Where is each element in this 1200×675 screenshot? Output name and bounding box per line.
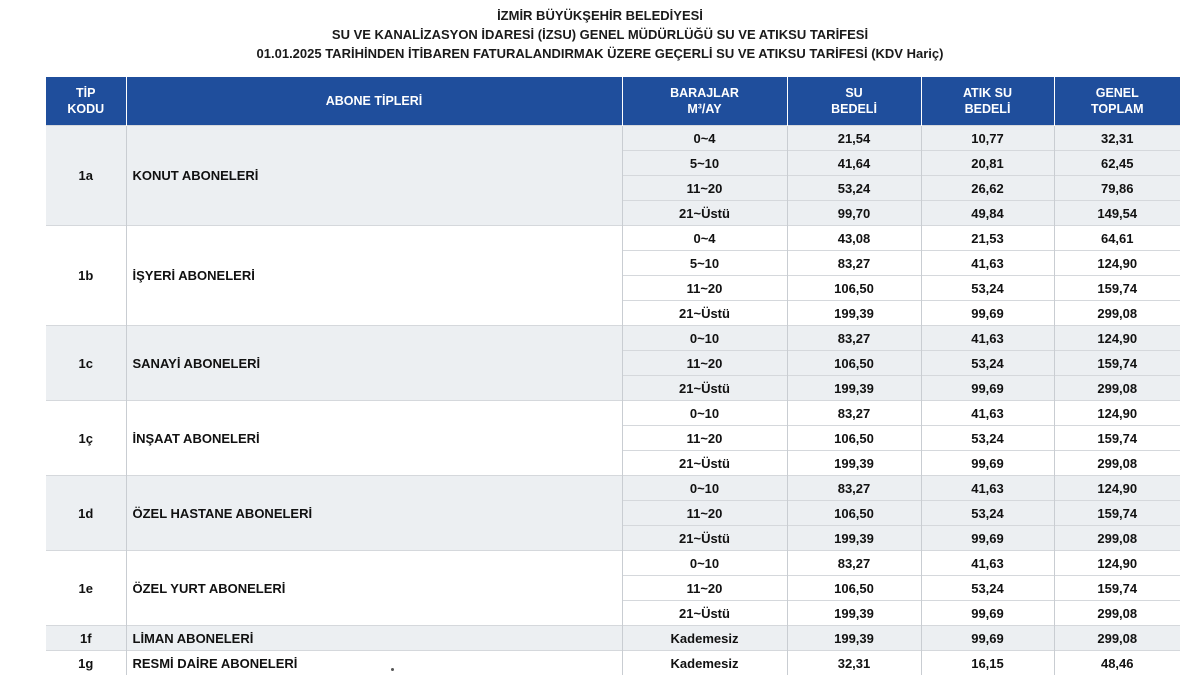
wastewater-fee: 41,63: [921, 326, 1054, 351]
water-fee: 83,27: [787, 251, 921, 276]
wastewater-fee: 99,69: [921, 526, 1054, 551]
wastewater-fee: 53,24: [921, 426, 1054, 451]
wastewater-fee: 49,84: [921, 201, 1054, 226]
consumption-range: 11~20: [622, 576, 787, 601]
consumption-range: 21~Üstü: [622, 376, 787, 401]
wastewater-fee: 41,63: [921, 401, 1054, 426]
total-fee: 299,08: [1054, 451, 1180, 476]
total-fee: 79,86: [1054, 176, 1180, 201]
subscriber-type: ÖZEL YURT ABONELERİ: [126, 551, 622, 626]
consumption-range: 11~20: [622, 426, 787, 451]
wastewater-fee: 53,24: [921, 576, 1054, 601]
total-fee: 62,45: [1054, 151, 1180, 176]
consumption-range: 11~20: [622, 276, 787, 301]
table-row: [46, 626, 1180, 651]
type-code: 1d: [46, 476, 126, 551]
tariff-table: [46, 77, 1180, 675]
wastewater-fee: 16,15: [921, 651, 1054, 675]
wastewater-fee: 21,53: [921, 226, 1054, 251]
consumption-range: 11~20: [622, 176, 787, 201]
wastewater-fee: 99,69: [921, 301, 1054, 326]
water-fee: 83,27: [787, 326, 921, 351]
water-fee: 199,39: [787, 526, 921, 551]
consumption-range: Kademesiz: [622, 651, 787, 675]
subscriber-type: KONUT ABONELERİ: [126, 126, 622, 226]
total-fee: 48,46: [1054, 651, 1180, 675]
type-code: 1b: [46, 226, 126, 326]
subscriber-type: LİMAN ABONELERİ: [126, 626, 622, 651]
type-code: 1ç: [46, 401, 126, 476]
table-row: [46, 126, 1180, 151]
consumption-range: 5~10: [622, 151, 787, 176]
subscriber-type: SANAYİ ABONELERİ: [126, 326, 622, 401]
total-fee: 299,08: [1054, 526, 1180, 551]
wastewater-fee: 99,69: [921, 451, 1054, 476]
col-header-wastewater-fee: ATIK SU BEDELİ: [921, 77, 1054, 126]
consumption-range: 21~Üstü: [622, 201, 787, 226]
water-fee: 106,50: [787, 276, 921, 301]
col-header-water-fee: SU BEDELİ: [787, 77, 921, 126]
wastewater-fee: 99,69: [921, 626, 1054, 651]
total-fee: 124,90: [1054, 251, 1180, 276]
water-fee: 53,24: [787, 176, 921, 201]
table-row: [46, 551, 1180, 576]
subscriber-type: RESMİ DAİRE ABONELERİ: [126, 651, 622, 675]
consumption-range: 21~Üstü: [622, 451, 787, 476]
wastewater-fee: 53,24: [921, 276, 1054, 301]
consumption-range: 0~4: [622, 126, 787, 151]
title-line-1: İZMİR BÜYÜKŞEHİR BELEDİYESİ: [497, 8, 703, 23]
title-line-2: SU VE KANALİZASYON İDARESİ (İZSU) GENEL MÜDÜRLÜĞÜ SU VE ATIKSU TARİFESİ: [331, 27, 869, 42]
type-code: 1f: [46, 626, 126, 651]
total-fee: 159,74: [1054, 351, 1180, 376]
wastewater-fee: 26,62: [921, 176, 1054, 201]
water-fee: 106,50: [787, 576, 921, 601]
water-fee: 199,39: [787, 626, 921, 651]
type-code: 1g: [46, 651, 126, 675]
type-code: 1a: [46, 126, 126, 226]
type-code: 1c: [46, 326, 126, 401]
wastewater-fee: 20,81: [921, 151, 1054, 176]
title-line-3: 01.01.2025 TARİHİNDEN İTİBAREN FATURALANDIRMAK ÜZERE GEÇERLİ SU VE ATIKSU TARİFESİ (KDV Hariç): [256, 46, 944, 61]
total-fee: 299,08: [1054, 626, 1180, 651]
wastewater-fee: 99,69: [921, 601, 1054, 626]
total-fee: 299,08: [1054, 601, 1180, 626]
wastewater-fee: 41,63: [921, 251, 1054, 276]
wastewater-fee: 41,63: [921, 551, 1054, 576]
consumption-range: Kademesiz: [622, 626, 787, 651]
consumption-range: 21~Üstü: [622, 601, 787, 626]
water-fee: 83,27: [787, 401, 921, 426]
water-fee: 83,27: [787, 551, 921, 576]
total-fee: 159,74: [1054, 576, 1180, 601]
water-fee: 106,50: [787, 426, 921, 451]
water-fee: 83,27: [787, 476, 921, 501]
table-row: [46, 651, 1180, 675]
table-row: [46, 476, 1180, 501]
total-fee: 159,74: [1054, 501, 1180, 526]
table-row: [46, 226, 1180, 251]
total-fee: 299,08: [1054, 301, 1180, 326]
type-code: 1e: [46, 551, 126, 626]
col-header-type: ABONE TİPLERİ: [126, 77, 622, 126]
water-fee: 41,64: [787, 151, 921, 176]
consumption-range: 5~10: [622, 251, 787, 276]
total-fee: 149,54: [1054, 201, 1180, 226]
consumption-range: 11~20: [622, 501, 787, 526]
col-header-range: BARAJLAR M³/AY: [622, 77, 787, 126]
consumption-range: 21~Üstü: [622, 301, 787, 326]
document-title-block: [0, 0, 1200, 63]
consumption-range: 11~20: [622, 351, 787, 376]
total-fee: 124,90: [1054, 551, 1180, 576]
consumption-range: 0~4: [622, 226, 787, 251]
total-fee: 32,31: [1054, 126, 1180, 151]
total-fee: 64,61: [1054, 226, 1180, 251]
water-fee: 99,70: [787, 201, 921, 226]
subscriber-type: İŞYERİ ABONELERİ: [126, 226, 622, 326]
total-fee: 299,08: [1054, 376, 1180, 401]
total-fee: 124,90: [1054, 401, 1180, 426]
water-fee: 32,31: [787, 651, 921, 675]
table-row: [46, 401, 1180, 426]
water-fee: 199,39: [787, 601, 921, 626]
subscriber-type: İNŞAAT ABONELERİ: [126, 401, 622, 476]
wastewater-fee: 10,77: [921, 126, 1054, 151]
water-fee: 106,50: [787, 501, 921, 526]
total-fee: 159,74: [1054, 276, 1180, 301]
wastewater-fee: 53,24: [921, 351, 1054, 376]
water-fee: 199,39: [787, 451, 921, 476]
wastewater-fee: 99,69: [921, 376, 1054, 401]
total-fee: 159,74: [1054, 426, 1180, 451]
consumption-range: 21~Üstü: [622, 526, 787, 551]
total-fee: 124,90: [1054, 476, 1180, 501]
table-row: [46, 326, 1180, 351]
consumption-range: 0~10: [622, 476, 787, 501]
wastewater-fee: 41,63: [921, 476, 1054, 501]
consumption-range: 0~10: [622, 326, 787, 351]
col-header-code: TİP KODU: [46, 77, 126, 126]
header-row: [46, 77, 1180, 126]
water-fee: 106,50: [787, 351, 921, 376]
tariff-body: [46, 126, 1180, 675]
wastewater-fee: 53,24: [921, 501, 1054, 526]
stray-dot: [391, 668, 394, 671]
water-fee: 21,54: [787, 126, 921, 151]
water-fee: 199,39: [787, 301, 921, 326]
subscriber-type: ÖZEL HASTANE ABONELERİ: [126, 476, 622, 551]
total-fee: 124,90: [1054, 326, 1180, 351]
consumption-range: 0~10: [622, 551, 787, 576]
consumption-range: 0~10: [622, 401, 787, 426]
water-fee: 199,39: [787, 376, 921, 401]
water-fee: 43,08: [787, 226, 921, 251]
col-header-total: GENEL TOPLAM: [1054, 77, 1180, 126]
